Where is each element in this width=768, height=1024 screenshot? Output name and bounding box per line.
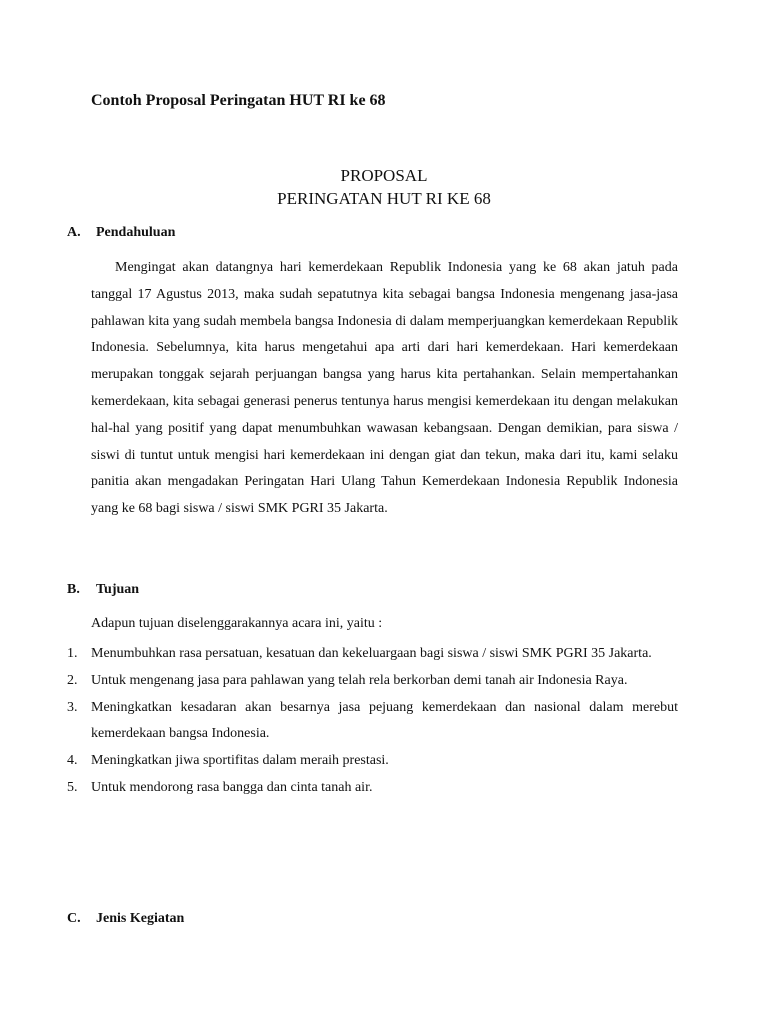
list-item-text: Menumbuhkan rasa persatuan, kesatuan dan kekeluargaan bagi siswa / siswi SMK PGRI 35 Jakarta. bbox=[91, 646, 652, 661]
heading-line-2: PERINGATAN HUT RI KE 68 bbox=[277, 189, 491, 208]
list-item bbox=[67, 668, 678, 695]
list-item bbox=[67, 748, 678, 775]
document-title: Contoh Proposal Peringatan HUT RI ke 68 bbox=[91, 92, 386, 109]
section-c-letter: C. bbox=[67, 911, 81, 926]
list-item-text: Meningkatkan jiwa sportifitas dalam meraih prestasi. bbox=[91, 753, 389, 769]
section-b-intro: Adapun tujuan diselenggarakannya acara ini, yaitu : bbox=[91, 616, 383, 631]
list-item bbox=[67, 775, 678, 802]
list-item-number: 3. bbox=[67, 699, 78, 715]
section-c-title: Jenis Kegiatan bbox=[96, 911, 185, 926]
section-a-paragraph: Mengingat akan datangnya hari kemerdekaan Republik Indonesia yang ke 68 akan jatuh pada tanggal 17 Agustus 2013, maka sudah sepatutnya kita sebagai bangsa Indonesia mengenang jasa-jasa pahlawan kita yang sudah membela bangsa Indonesia di dalam memperjuangkan kemerdekaan Republik Indonesia. Sebelumnya, kita harus mengetahui apa arti dari hari kemerdekaan. Hari kemerdekaan merupakan tonggak sejarah perjuangan bangsa yang harus kita pertahankan. Selain mempertahankan kemerdekaan, kita sebagai generasi penerus tentunya harus mengisi kemerdekaan itu dengan melakukan hal-hal yang positif yang dapat menumbuhkan wawasan kebangsaan. Dengan demikian, para siswa / siswi di tuntut untuk mengisi hari kemerdekaan ini dengan giat dan tekun, maka dari itu, kami selaku panitia akan mengadakan Peringatan Hari Ulang Tahun Kemerdekaan Indonesia Republik Indonesia yang ke 68 bagi siswa / siswi SMK PGRI 35 Jakarta. bbox=[91, 260, 678, 517]
list-item-number: 4. bbox=[67, 753, 78, 769]
section-b-letter: B. bbox=[67, 582, 80, 597]
list-item-number: 5. bbox=[67, 779, 78, 795]
list-item bbox=[67, 641, 678, 668]
section-a-letter: A. bbox=[67, 225, 81, 240]
list-item-number: 1. bbox=[67, 646, 78, 661]
section-b-heading bbox=[67, 582, 139, 598]
list-item-text: Meningkatkan kesadaran akan besarnya jasa pejuang kemerdekaan dan nasional dalam merebut kemerdekaan bangsa Indonesia. bbox=[91, 699, 678, 742]
section-a-heading bbox=[67, 225, 175, 241]
objectives-list bbox=[67, 641, 678, 802]
heading-line-1: PROPOSAL bbox=[340, 166, 428, 185]
section-b-title: Tujuan bbox=[96, 582, 140, 597]
list-item bbox=[67, 695, 678, 749]
section-c-heading bbox=[67, 911, 184, 927]
list-item-number: 2. bbox=[67, 672, 78, 688]
proposal-heading bbox=[0, 164, 768, 210]
list-item-text: Untuk mengenang jasa para pahlawan yang telah rela berkorban demi tanah air Indonesia Raya. bbox=[91, 672, 628, 688]
list-item-text: Untuk mendorong rasa bangga dan cinta tanah air. bbox=[91, 779, 373, 795]
section-a-title: Pendahuluan bbox=[96, 225, 176, 240]
